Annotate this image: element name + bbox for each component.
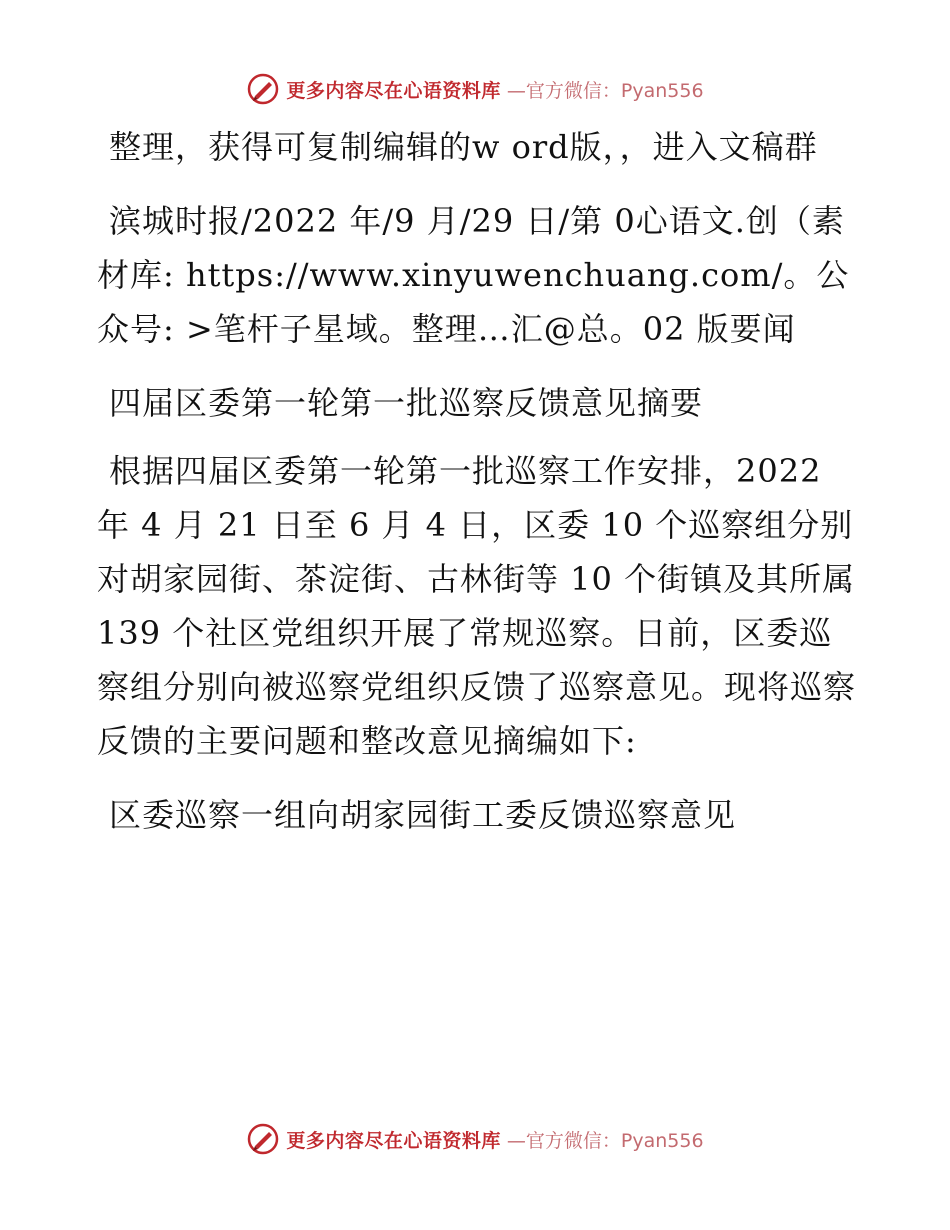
watermark-main-text: 更多内容尽在心语资料库	[286, 1129, 501, 1152]
pen-logo-icon	[246, 72, 280, 106]
section-heading: 区委巡察一组向胡家园街工委反馈巡察意见	[109, 796, 737, 834]
paragraph-main: 根据四届区委第一轮第一批巡察工作安排，2022 年 4 月 21 日至 6 月 4 日，区委 10 个巡察组分别对胡家园街、茶淀街、古林街等 10 个街镇及其所属 139 个社区党组织开展了常规巡察。日前，区委巡察组分别向被巡察党组织反馈了巡察意见。现将巡察反馈的主要问题和整改意见摘编如下:	[97, 452, 857, 760]
document-body	[97, 120, 857, 862]
watermark-sub-text: —官方微信：Pyan556	[506, 79, 704, 102]
watermark-sub-text: —官方微信：Pyan556	[506, 1129, 704, 1152]
header-watermark	[0, 72, 950, 106]
paragraph-source: 滨城时报/2022 年/9 月/29 日/第 0心语文.创（素材库: https://www.xinyuwenchuang.com/。公众号: >笔杆子星域。整理…汇@总。02 版要闻	[97, 202, 850, 348]
paragraph-intro: 整理，获得可复制编辑的w ord版，，进入文稿群	[109, 128, 818, 166]
watermark-main-text: 更多内容尽在心语资料库	[286, 79, 501, 102]
article-title: 四届区委第一轮第一批巡察反馈意见摘要	[109, 384, 704, 422]
pen-logo-icon	[246, 1122, 280, 1156]
footer-watermark	[0, 1122, 950, 1156]
